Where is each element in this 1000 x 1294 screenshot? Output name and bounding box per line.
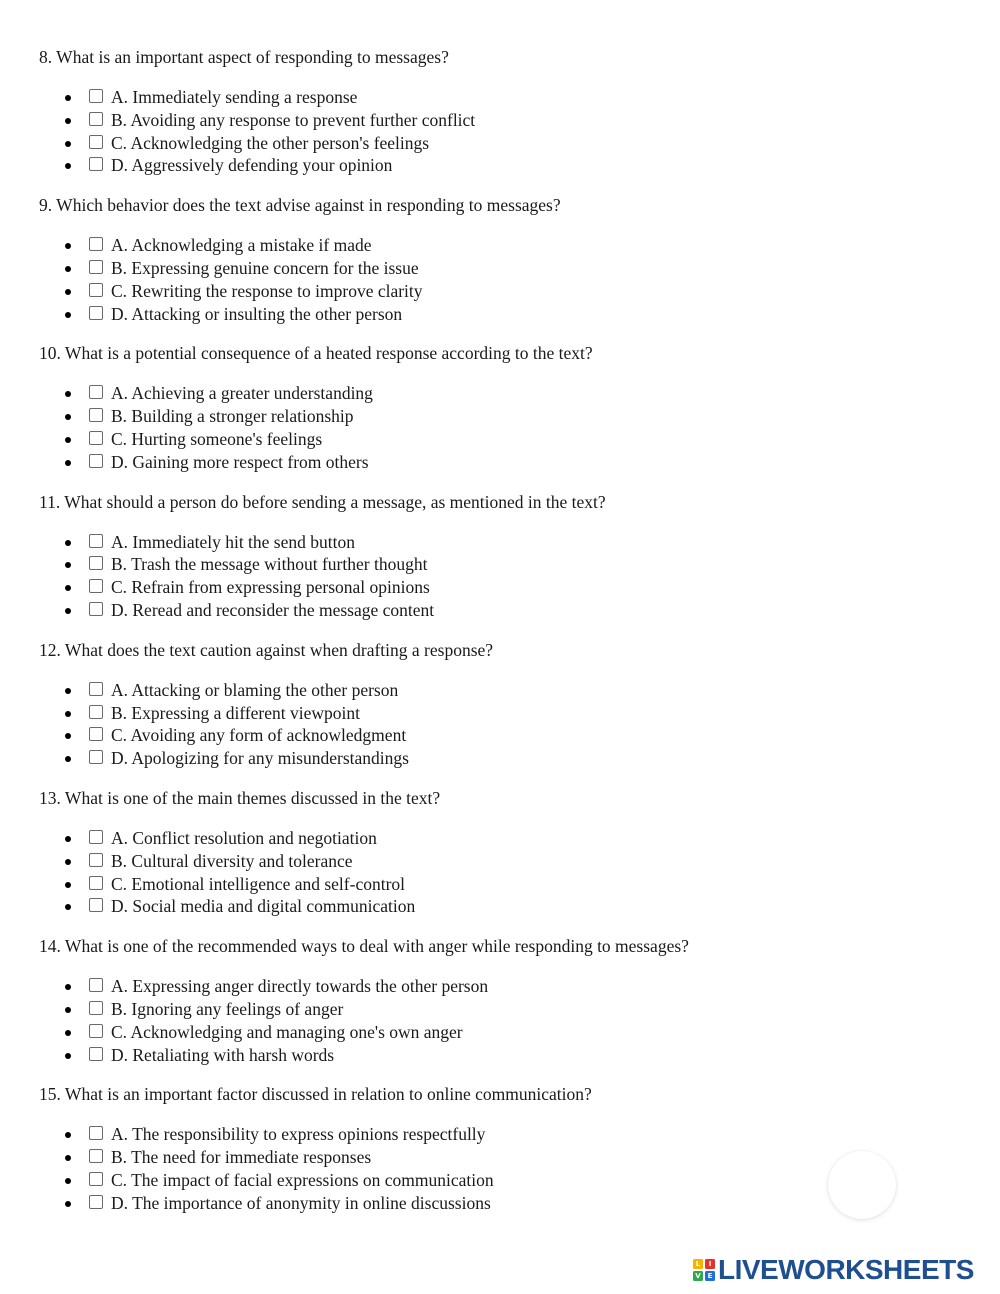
answer-option-label: D. Attacking or insulting the other person	[111, 303, 403, 324]
answer-checkbox[interactable]	[89, 1195, 103, 1209]
question-text: 9. Which behavior does the text advise against in responding to messages?	[39, 195, 561, 216]
question-text: 15. What is an important factor discussed in relation to online communication?	[39, 1084, 592, 1105]
answer-option-label: D. Gaining more respect from others	[111, 451, 369, 472]
answer-checkbox[interactable]	[89, 876, 103, 890]
answer-option-label: C. Acknowledging the other person's feelings	[111, 132, 430, 153]
logo-tile: I	[705, 1259, 715, 1269]
answer-option-label: B. Avoiding any response to prevent further conflict	[111, 109, 476, 130]
answer-option-label: D. Social media and digital communication	[111, 896, 416, 917]
answer-checkbox[interactable]	[89, 431, 103, 445]
answer-options	[39, 975, 939, 1066]
answer-checkbox[interactable]	[89, 237, 103, 251]
quiz	[39, 46, 939, 1232]
question-text: 10. What is a potential consequence of a heated response according to the text?	[39, 343, 593, 364]
question-text: 14. What is one of the recommended ways to deal with anger while responding to messages?	[39, 936, 689, 957]
answer-checkbox[interactable]	[89, 1047, 103, 1061]
answer-option	[39, 873, 939, 896]
answer-option	[39, 531, 939, 554]
answer-checkbox[interactable]	[89, 534, 103, 548]
answer-option-label: B. Cultural diversity and tolerance	[111, 850, 353, 871]
answer-checkbox[interactable]	[89, 978, 103, 992]
question-text: 11. What should a person do before sending a message, as mentioned in the text?	[39, 491, 606, 512]
bullet-icon	[65, 460, 71, 466]
answer-option-label: C. Hurting someone's feelings	[111, 428, 323, 449]
answer-option	[39, 1192, 939, 1215]
answer-option	[39, 1021, 939, 1044]
answer-option-label: C. The impact of facial expressions on communication	[111, 1169, 494, 1190]
answer-option-label: B. Trash the message without further thought	[111, 554, 428, 575]
liveworksheets-logo	[693, 1254, 974, 1286]
answer-checkbox[interactable]	[89, 705, 103, 719]
answer-checkbox[interactable]	[89, 682, 103, 696]
answer-option-label: B. Building a stronger relationship	[111, 406, 354, 427]
answer-option-label: D. Apologizing for any misunderstandings	[111, 748, 409, 769]
answer-option	[39, 303, 939, 326]
answer-option-label: D. Retaliating with harsh words	[111, 1044, 335, 1065]
answer-option-label: A. Expressing anger directly towards the other person	[111, 976, 489, 997]
question-block	[39, 194, 939, 342]
bullet-icon	[65, 904, 71, 910]
question-block	[39, 639, 939, 787]
logo-tile: V	[693, 1271, 703, 1281]
bullet-icon	[65, 289, 71, 295]
answer-checkbox[interactable]	[89, 602, 103, 616]
answer-option	[39, 1146, 939, 1169]
answer-option-label: B. Expressing genuine concern for the issue	[111, 257, 419, 278]
answer-options	[39, 234, 939, 325]
answer-checkbox[interactable]	[89, 135, 103, 149]
bullet-icon	[65, 711, 71, 717]
answer-option-label: A. Acknowledging a mistake if made	[111, 235, 372, 256]
answer-option	[39, 1169, 939, 1192]
answer-checkbox[interactable]	[89, 750, 103, 764]
answer-option	[39, 998, 939, 1021]
answer-options	[39, 1123, 939, 1214]
answer-options	[39, 86, 939, 177]
answer-checkbox[interactable]	[89, 1149, 103, 1163]
answer-option-label: A. Immediately sending a response	[111, 87, 358, 107]
answer-option	[39, 109, 939, 132]
bullet-icon	[65, 1030, 71, 1036]
bullet-icon	[65, 95, 71, 101]
answer-option	[39, 154, 939, 177]
answer-options	[39, 679, 939, 770]
bullet-icon	[65, 1201, 71, 1207]
question-block	[39, 1083, 939, 1231]
answer-checkbox[interactable]	[89, 1172, 103, 1186]
logo-tile: L	[693, 1259, 703, 1269]
bullet-icon	[65, 733, 71, 739]
answer-option	[39, 702, 939, 725]
bullet-icon	[65, 1007, 71, 1013]
answer-checkbox[interactable]	[89, 112, 103, 126]
answer-option-label: A. The responsibility to express opinions respectfully	[111, 1124, 486, 1145]
brand-name: LIVEWORKSHEETS	[718, 1254, 974, 1285]
answer-option	[39, 747, 939, 770]
answer-checkbox[interactable]	[89, 283, 103, 297]
question-text: 13. What is one of the main themes discussed in the text?	[39, 787, 441, 808]
answer-option-label: D. Reread and reconsider the message content	[111, 599, 435, 620]
answer-option	[39, 827, 939, 850]
bullet-icon	[65, 608, 71, 614]
bullet-icon	[65, 266, 71, 272]
answer-option-label: D. The importance of anonymity in online discussions	[111, 1192, 491, 1213]
bullet-icon	[65, 163, 71, 169]
question-block	[39, 342, 939, 490]
bullet-icon	[65, 585, 71, 591]
answer-checkbox[interactable]	[89, 454, 103, 468]
answer-option	[39, 451, 939, 474]
answer-option-label: A. Conflict resolution and negotiation	[111, 827, 377, 848]
answer-option	[39, 428, 939, 451]
answer-option-label: B. Ignoring any feelings of anger	[111, 998, 344, 1019]
answer-option-label: C. Rewriting the response to improve clarity	[111, 280, 423, 301]
bullet-icon	[65, 414, 71, 420]
bullet-icon	[65, 141, 71, 147]
question-text: 12. What does the text caution against when drafting a response?	[39, 639, 494, 660]
bullet-icon	[65, 1178, 71, 1184]
answer-option	[39, 1123, 939, 1146]
answer-checkbox[interactable]	[89, 260, 103, 274]
answer-option-label: B. The need for immediate responses	[111, 1147, 372, 1168]
answer-option	[39, 234, 939, 257]
bullet-icon	[65, 391, 71, 397]
answer-checkbox[interactable]	[89, 157, 103, 171]
bullet-icon	[65, 540, 71, 546]
answer-option	[39, 724, 939, 747]
answer-checkbox[interactable]	[89, 1024, 103, 1038]
question-block	[39, 46, 939, 194]
bullet-icon	[65, 836, 71, 842]
answer-checkbox[interactable]	[89, 898, 103, 912]
bullet-icon	[65, 688, 71, 694]
answer-checkbox[interactable]	[89, 1126, 103, 1140]
question-block	[39, 491, 939, 639]
question-block	[39, 787, 939, 935]
answer-options	[39, 531, 939, 622]
liveworksheets-logo-icon	[693, 1259, 715, 1281]
answer-checkbox[interactable]	[89, 1001, 103, 1015]
answer-option-label: D. Aggressively defending your opinion	[111, 155, 393, 176]
answer-option	[39, 975, 939, 998]
bullet-icon	[65, 437, 71, 443]
answer-checkbox[interactable]	[89, 830, 103, 844]
answer-checkbox[interactable]	[89, 385, 103, 399]
answer-option	[39, 382, 939, 405]
bullet-icon	[65, 1155, 71, 1161]
answer-options	[39, 827, 939, 918]
answer-option	[39, 280, 939, 303]
answer-option-label: B. Expressing a different viewpoint	[111, 702, 360, 723]
bullet-icon	[65, 118, 71, 124]
answer-option-label: A. Immediately hit the send button	[111, 531, 355, 552]
answer-option	[39, 679, 939, 702]
answer-checkbox[interactable]	[89, 89, 103, 103]
bullet-icon	[65, 756, 71, 762]
answer-option	[39, 405, 939, 428]
answer-option-label: C. Emotional intelligence and self-control	[111, 873, 406, 894]
answer-option-label: C. Avoiding any form of acknowledgment	[111, 725, 407, 746]
answer-option	[39, 599, 939, 622]
answer-checkbox[interactable]	[89, 853, 103, 867]
answer-option-label: A. Attacking or blaming the other person	[111, 679, 399, 700]
bullet-icon	[65, 984, 71, 990]
answer-option	[39, 257, 939, 280]
bullet-icon	[65, 312, 71, 318]
answer-option-label: C. Acknowledging and managing one's own anger	[111, 1021, 463, 1042]
bullet-icon	[65, 562, 71, 568]
bullet-icon	[65, 859, 71, 865]
answer-checkbox[interactable]	[89, 408, 103, 422]
bullet-icon	[65, 243, 71, 249]
answer-option	[39, 576, 939, 599]
answer-option	[39, 1044, 939, 1067]
answer-checkbox[interactable]	[89, 306, 103, 320]
bullet-icon	[65, 1132, 71, 1138]
answer-option	[39, 553, 939, 576]
answer-checkbox[interactable]	[89, 579, 103, 593]
answer-option-label: A. Achieving a greater understanding	[111, 383, 373, 404]
question-block	[39, 935, 939, 1083]
answer-option	[39, 850, 939, 873]
bullet-icon	[65, 1053, 71, 1059]
answer-option	[39, 132, 939, 155]
logo-tile: E	[705, 1271, 715, 1281]
floating-action-button[interactable]	[828, 1151, 896, 1219]
question-text: 8. What is an important aspect of responding to messages?	[39, 47, 449, 67]
answer-options	[39, 382, 939, 473]
answer-checkbox[interactable]	[89, 727, 103, 741]
answer-option	[39, 895, 939, 918]
answer-option-label: C. Refrain from expressing personal opinions	[111, 577, 430, 598]
answer-option	[39, 86, 939, 109]
answer-checkbox[interactable]	[89, 556, 103, 570]
bullet-icon	[65, 882, 71, 888]
